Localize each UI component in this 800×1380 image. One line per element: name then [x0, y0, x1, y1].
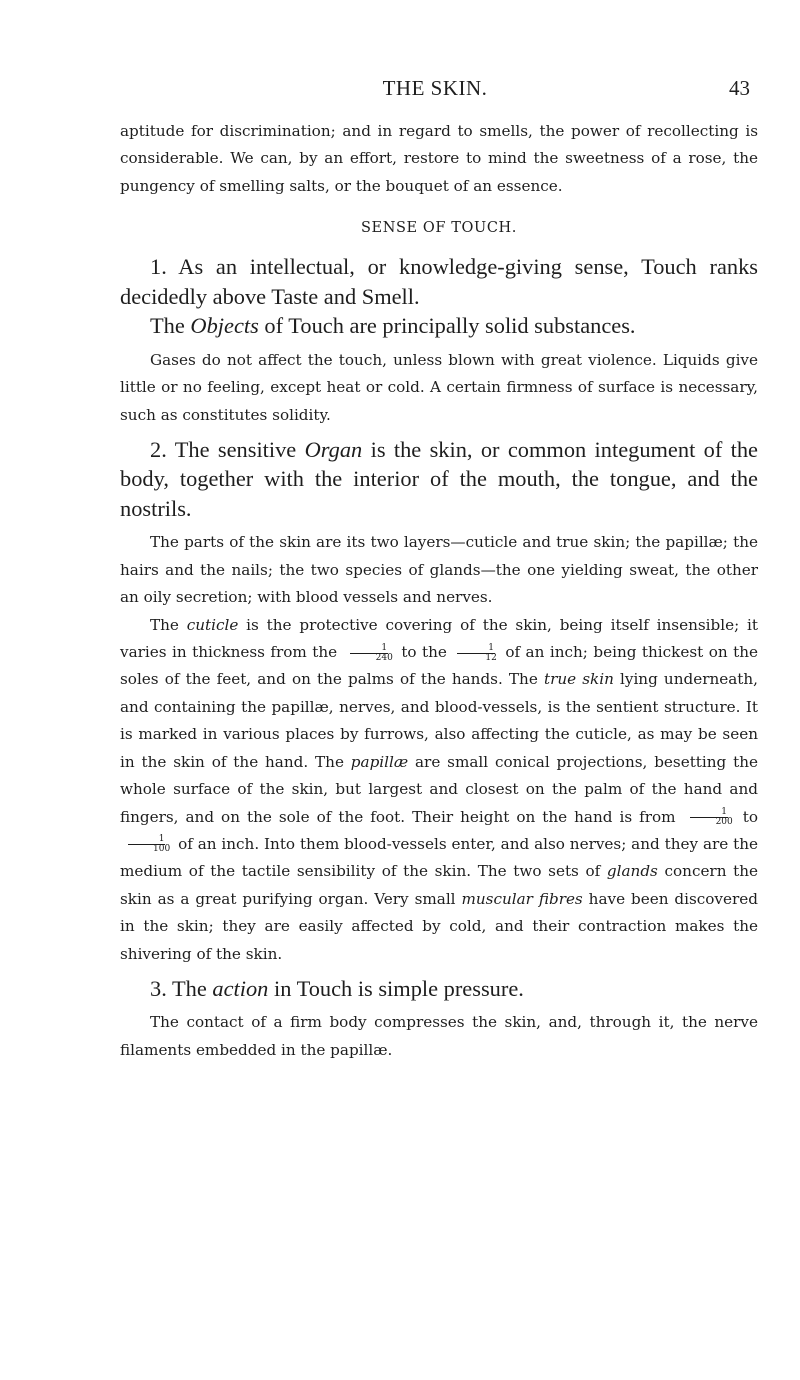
- emphasis-true-skin: true skin: [543, 670, 614, 689]
- fraction-1-200: [685, 808, 734, 827]
- text-run: 3. The: [150, 975, 213, 1001]
- text-run: is the skin, or common integument of the body, together with the interior of the mouth, the tongue, and the nostrils.: [120, 436, 758, 521]
- emphasis-glands: glands: [606, 862, 658, 881]
- section-heading: SENSE OF TOUCH.: [360, 220, 518, 237]
- text-run: in Touch is simple pressure.: [268, 975, 524, 1001]
- running-title: THE SKIN.: [382, 76, 488, 100]
- fraction-numerator: 1: [350, 644, 388, 654]
- emphasis-muscular-fibres: muscular fibres: [461, 889, 583, 908]
- emphasis-papillae: papillæ: [350, 752, 409, 771]
- text-run: is the protective covering of the skin, being itself insensible; it varies in thickness from the: [120, 615, 758, 662]
- item-2-organ: [120, 435, 758, 524]
- text-run: The: [150, 615, 187, 634]
- paragraph-smell-continuation: aptitude for discrimination; and in regard to smells, the power of recollecting is considerable. We can, by an effort, restore to mind the sweetness of a rose, the pungency of smelling salts, or the bouquet of an essence.: [120, 122, 758, 195]
- item-1-touch-rank: 1. As an intellectual, or knowledge-giving sense, Touch ranks decidedly above Taste and Smell.: [120, 254, 758, 309]
- text-run: of an inch. Into them blood-vessels enter, and also nerves; and they are the medium of the tactile sensibility of the skin. The two sets of: [120, 834, 758, 881]
- text-run: The: [150, 313, 191, 339]
- text-run: to: [735, 807, 758, 826]
- fraction-numerator: 1: [457, 644, 495, 654]
- emphasis-organ: Organ: [304, 436, 363, 462]
- text-run: of Touch are principally solid substances.: [258, 313, 636, 339]
- fraction-1-12: [454, 644, 497, 663]
- fraction-denominator: 12: [485, 652, 497, 663]
- fraction-denominator: 200: [715, 817, 733, 827]
- item-3-action: [120, 974, 758, 1004]
- body-text: [120, 118, 758, 1064]
- fraction-1-100: [122, 835, 171, 854]
- text-run: 2. The sensitive: [150, 436, 305, 462]
- paragraph-contact: The contact of a firm body compresses the skin, and, through it, the nerve filaments embedded in the papillæ.: [120, 1013, 758, 1059]
- fraction-1-240: [345, 644, 394, 663]
- text-run: are small conical projections, besetting the whole surface of the skin, but largest and closest on the palm of the hand and fingers, and on the sole of the foot. Their height on the hand is from: [120, 752, 758, 826]
- paragraph-gases: Gases do not affect the touch, unless blown with great violence. Liquids give little or no feeling, except heat or cold. A certain firmness of surface is necessary, such as constitutes solidity.: [120, 350, 758, 424]
- page-number: 43: [729, 76, 750, 100]
- text-run: of an inch; being thickest on the soles of the feet, and on the palms of the hands. The: [120, 643, 758, 689]
- emphasis-action: action: [212, 975, 269, 1001]
- fraction-numerator: 1: [690, 808, 728, 818]
- paragraph-skin-parts: The parts of the skin are its two layers—cuticle and true skin; the papillæ; the hairs and the nails; the two species of glands—the one yielding sweat, the other an oily secretion; with blood vessels and nerves.: [120, 533, 758, 607]
- text-run: have been discovered in the skin; they are easily affected by cold, and their contraction makes the shivering of the skin.: [120, 889, 758, 963]
- fraction-denominator: 100: [153, 844, 171, 855]
- running-head: [120, 76, 750, 106]
- emphasis-objects: Objects: [190, 313, 259, 339]
- fraction-denominator: 240: [375, 652, 393, 663]
- item-1-objects: [120, 311, 758, 341]
- text-run: lying underneath, and containing the papillæ, nerves, and blood-vessels, is the sentient structure. It is marked in various places by furrows, also affecting the cuticle, as may be seen in the skin of the hand. The: [120, 670, 758, 771]
- fraction-numerator: 1: [128, 835, 166, 845]
- emphasis-cuticle: cuticle: [186, 615, 239, 634]
- text-run: to the: [395, 643, 453, 662]
- text-run: concern the skin as a great purifying organ. Very small: [120, 862, 758, 908]
- paragraph-cuticle: [120, 612, 758, 968]
